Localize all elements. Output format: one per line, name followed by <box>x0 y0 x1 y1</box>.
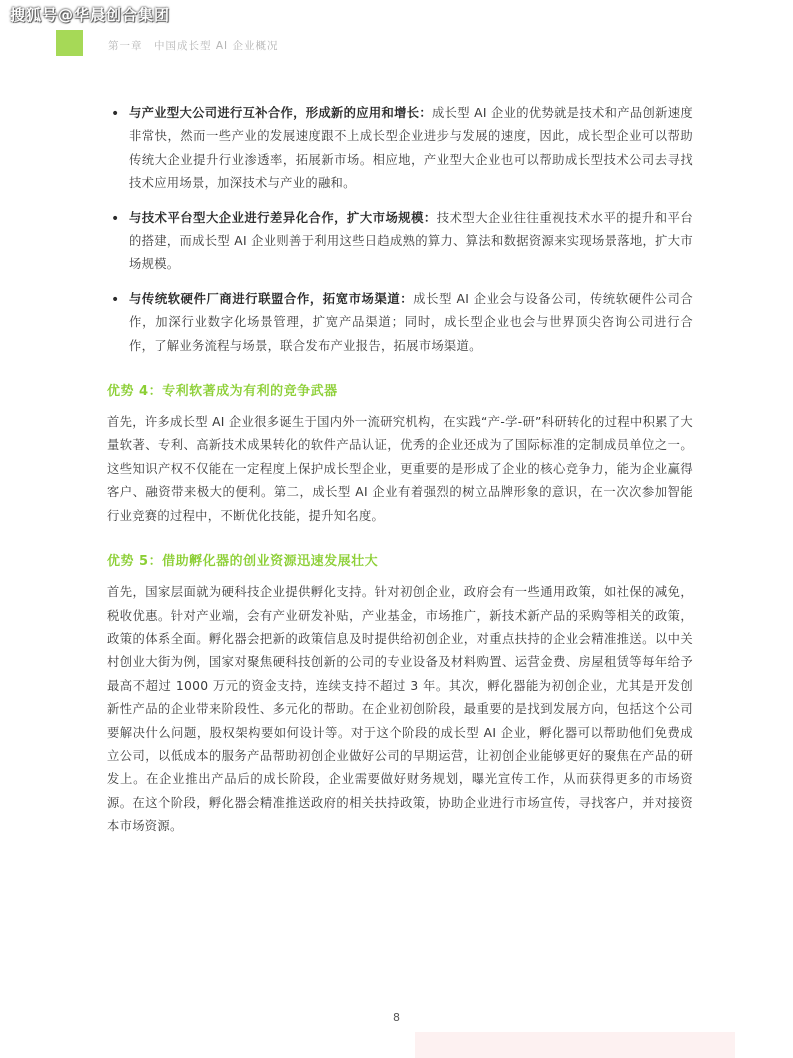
bullet-item <box>107 102 693 196</box>
bullet-text: 成长型 AI 企业会与设备公司，传统软硬件公司合作，加深行业数字化场景管理，扩宽产品渠道；同时，成长型企业也会与世界顶尖咨询公司进行合作，了解业务流程与场景，联合发布产业报告，拓展市场渠道。 <box>129 291 693 353</box>
page-number: 8 <box>393 1011 400 1024</box>
bullet-dot-icon: • <box>111 210 120 227</box>
bullet-lead: 与产业型大公司进行互补合作，形成新的应用和增长： <box>129 106 433 120</box>
bullet-dot-icon: • <box>111 291 120 308</box>
section-heading-advantage-5: 优势 5：借助孵化器的创业资源迅速发展壮大 <box>107 554 379 570</box>
bullet-dot-icon: • <box>111 106 120 122</box>
bullet-item <box>107 207 693 277</box>
section-heading-advantage-4: 优势 4：专利软著成为有利的竞争武器 <box>107 384 338 400</box>
bullet-lead: 与传统软硬件厂商进行联盟合作，拓宽市场渠道： <box>129 291 414 306</box>
section-body-advantage-5: 首先，国家层面就为硬科技企业提供孵化支持。针对初创企业，政府会有一些通用政策，如社保的减免，税收优惠。针对产业端，会有产业研发补贴，产业基金，市场推广，新技术新产品的采购等相关的政策，政策的体系全面。孵化器会把新的政策信息及时提供给初创企业，对重点扶持的企业会精准推送。以中关村创业大街为例，国家对聚焦硬科技创新的公司的专业设备及材料购置、运营金费、房屋租赁等每年给予最高不超过 1000 万元的资金支持，连续支持不超过 3 年。其次，孵化器能为初创企业，尤其是开发创新性产品的企业带来阶段性、多元化的帮助。在企业初创阶段，最重要的是找到发展方向，包括这个公司要解决什么问题，股权架构要如何设计等。对于这个阶段的成长型 AI 企业，孵化器可以帮助他们免费成立公司，以低成本的服务产品帮助初创企业做好公司的早期运营，让初创企业能够更好的聚焦在产品的研发上。在企业推出产品后的成长阶段，企业需要做好财务规划，曝光宣传工作，从而获得更多的市场资源。在这个阶段，孵化器会精准推送政府的相关扶持政策，协助企业进行市场宣传，寻找客户，并对接资本市场资源。 <box>107 585 693 834</box>
section-body-advantage-4: 首先，许多成长型 AI 企业很多诞生于国内外一流研究机构，在实践“产-学-研”科研转化的过程中积累了大量软著、专利、高新技术成果转化的软件产品认证，优秀的企业还成为了国际标准的定制成员单位之一。这些知识产权不仅能在一定程度上保护成长型企业，更重要的是形成了企业的核心竞争力，能为企业赢得客户、融资带来极大的便利。第二，成长型 AI 企业有着强烈的树立品牌形象的意识，在一次次参加智能行业竞赛的过程中，不断优化技能，提升知名度。 <box>107 415 693 523</box>
bullet-text: 技术型大企业往往重视技术水平的提升和平台的搭建，而成长型 AI 企业则善于利用这些日趋成熟的算力、算法和数据资源来实现场景落地，扩大市场规模。 <box>129 210 693 272</box>
watermark: 搜狐号@华晨创合集团 <box>10 6 171 24</box>
bullet-lead: 与技术平台型大企业进行差异化合作，扩大市场规模： <box>129 210 437 225</box>
footer-tint <box>415 1032 735 1058</box>
bullet-item <box>107 288 693 358</box>
page-content <box>107 102 693 839</box>
bullet-text: 成长型 AI 企业的优势就是技术和产品创新速度非常快，然而一些产业的发展速度跟不上成长型企业进步与发展的速度，因此，成长型企业可以帮助传统大企业提升行业渗透率，拓展新市场。相应地，产业型大企业也可以帮助成长型技术公司去寻找技术应用场景，加深技术与产业的融和。 <box>129 106 694 191</box>
chapter-accent-square <box>56 30 83 56</box>
chapter-header-title: 第一章 中国成长型 AI 企业概况 <box>108 40 279 52</box>
